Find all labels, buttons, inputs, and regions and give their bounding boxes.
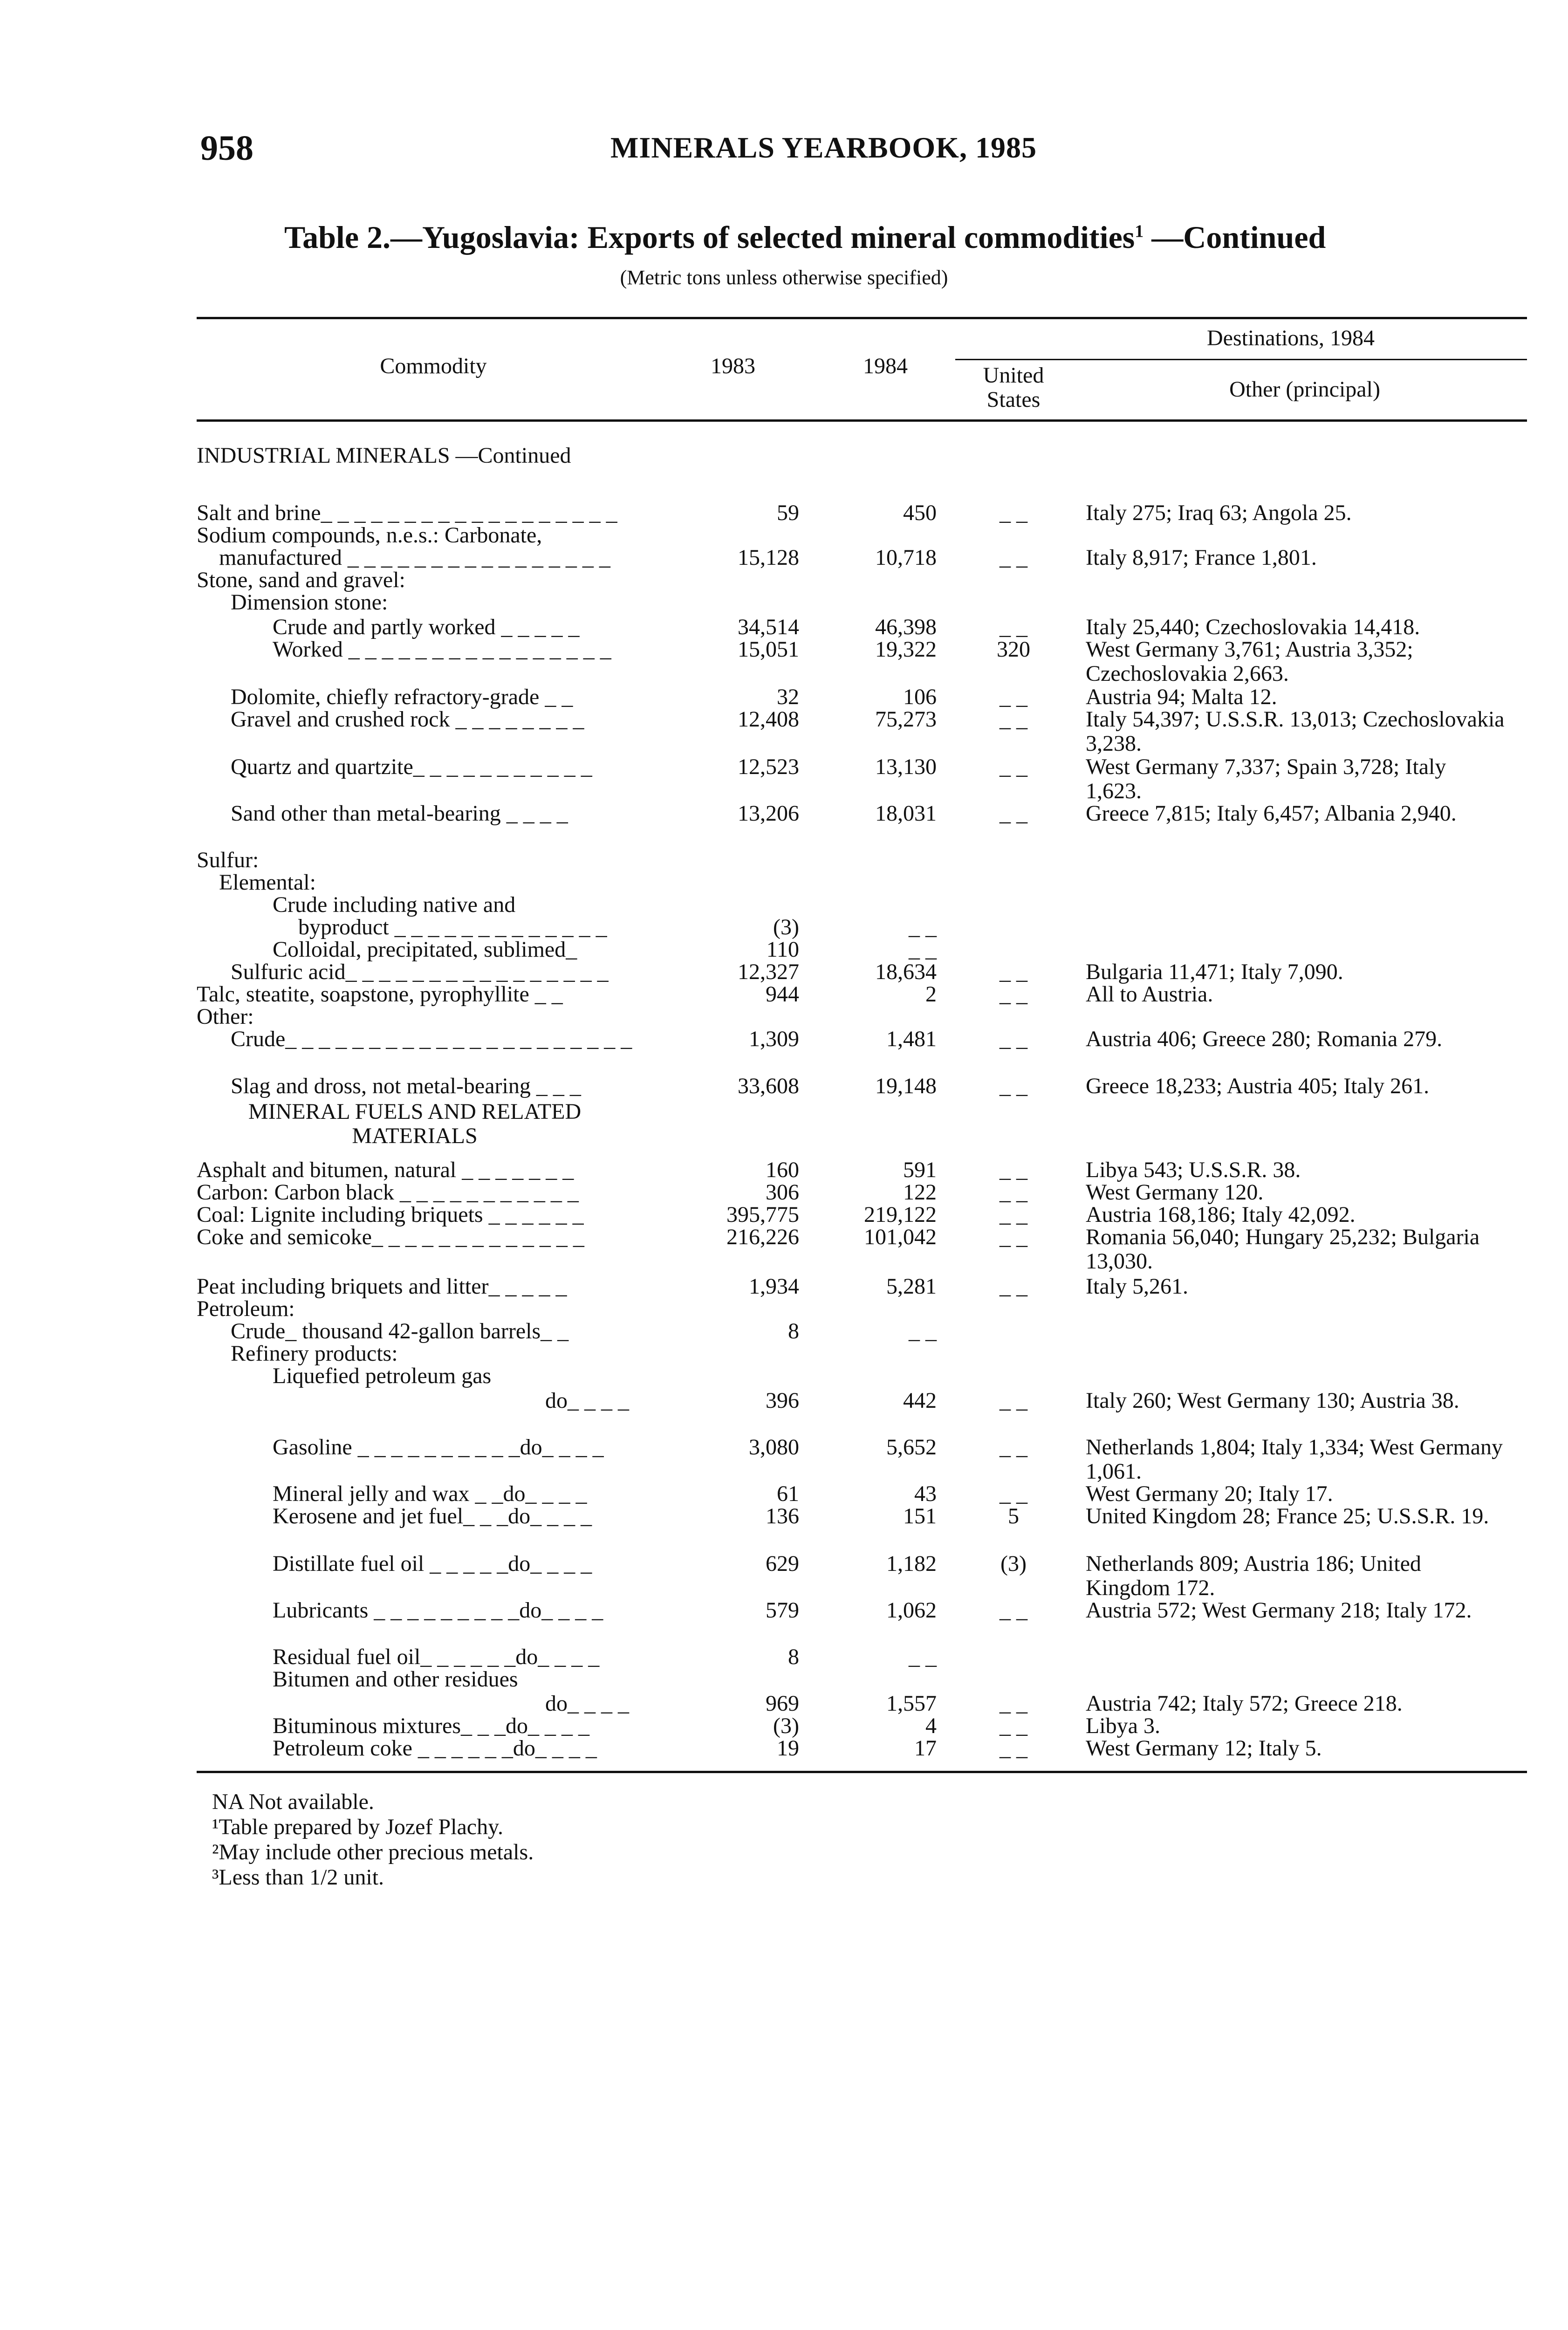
value-1984: _ _ — [909, 1645, 937, 1669]
footnote-1: ¹Table prepared by Jozef Plachy. — [212, 1815, 503, 1839]
value-other: West Germany 12; Italy 5. — [1086, 1736, 1322, 1761]
value-1984: 442 — [903, 1388, 937, 1413]
value-1984: 18,031 — [875, 801, 937, 826]
value-other: Romania 56,040; Hungary 25,232; Bulgaria 13,030. — [1086, 1225, 1480, 1274]
label-salt-and-brine: Salt and brine_ _ _ _ _ _ _ _ _ _ _ _ _ _ _ _ _ _ — [197, 500, 617, 525]
label-sand: Sand other than metal-bearing _ _ _ _ — [231, 801, 568, 826]
table-bottom-rule — [197, 1771, 1527, 1773]
value-other: Libya 543; U.S.S.R. 38. — [1086, 1158, 1301, 1182]
table-row — [0, 707, 1568, 756]
value-other: Austria 742; Italy 572; Greece 218. — [1086, 1691, 1403, 1716]
value-1983: 12,523 — [738, 754, 799, 779]
value-other: West Germany 20; Italy 17. — [1086, 1481, 1333, 1506]
label-refinery-products: Refinery products: — [231, 1341, 398, 1366]
value-1984: 1,481 — [886, 1027, 937, 1051]
header-bottom-rule — [197, 419, 1527, 422]
table-row — [0, 1692, 1568, 1716]
value-1984: 5,652 — [886, 1435, 937, 1460]
footnote-3: ³Less than 1/2 unit. — [212, 1865, 384, 1890]
value-us: _ _ — [1000, 685, 1027, 709]
value-1984: 151 — [903, 1504, 937, 1528]
table-row — [0, 685, 1568, 709]
table-row — [0, 1435, 1568, 1484]
value-other: United Kingdom 28; France 25; U.S.S.R. 19. — [1086, 1504, 1489, 1528]
value-other: Austria 168,186; Italy 42,092. — [1086, 1202, 1356, 1227]
value-1983: 8 — [788, 1645, 799, 1669]
value-1983: 1,934 — [749, 1274, 799, 1299]
value-1984: 106 — [903, 685, 937, 709]
value-1984: 18,634 — [875, 959, 937, 984]
value-1983: 13,206 — [738, 801, 799, 826]
header-other-principal: Other (principal) — [1229, 377, 1380, 402]
value-other: West Germany 3,761; Austria 3,352; Czechoslovakia 2,663. — [1086, 637, 1413, 686]
value-other: Greece 7,815; Italy 6,457; Albania 2,940. — [1086, 801, 1457, 826]
value-1984: _ _ — [909, 1319, 937, 1343]
label-talc: Talc, steatite, soapstone, pyrophyllite _ _ — [197, 982, 563, 1007]
table-row — [0, 1504, 1568, 1528]
label-slag: Slag and dross, not metal-bearing _ _ _ — [231, 1074, 581, 1098]
table-row — [0, 982, 1568, 1007]
value-1983: 136 — [766, 1504, 799, 1528]
value-us: _ _ — [1000, 1598, 1027, 1623]
value-other: Italy 8,917; France 1,801. — [1086, 545, 1317, 570]
table-row — [0, 1598, 1568, 1623]
value-1983: 32 — [777, 685, 799, 709]
value-1983: 12,408 — [738, 707, 799, 732]
footnote-2: ²May include other precious metals. — [212, 1840, 534, 1864]
value-other: Italy 275; Iraq 63; Angola 25. — [1086, 500, 1352, 525]
table-row — [0, 754, 1568, 803]
value-us: _ _ — [1000, 1481, 1027, 1506]
table-row — [0, 1551, 1568, 1600]
table-title-suffix: —Continued — [1143, 219, 1326, 255]
value-1984: 4 — [925, 1713, 937, 1738]
value-1983: 59 — [777, 500, 799, 525]
value-1983: (3) — [773, 915, 799, 939]
table-row — [0, 1714, 1568, 1738]
table-subtitle: (Metric tons unless otherwise specified) — [620, 266, 948, 289]
value-us: _ _ — [1000, 1713, 1027, 1738]
table-row — [0, 1203, 1568, 1227]
label-sulfuric-acid: Sulfuric acid_ _ _ _ _ _ _ _ _ _ _ _ _ _ _ _ — [231, 959, 609, 984]
value-other: Austria 406; Greece 280; Romania 279. — [1086, 1027, 1443, 1051]
label-distillate: Distillate fuel oil _ _ _ _ _do_ _ _ _ — [273, 1551, 592, 1576]
value-1983: 110 — [766, 937, 799, 962]
table-row — [0, 1027, 1568, 1051]
value-1984: 450 — [903, 500, 937, 525]
label-asphalt: Asphalt and bitumen, natural _ _ _ _ _ _ _ — [197, 1158, 574, 1182]
value-other: Greece 18,233; Austria 405; Italy 261. — [1086, 1074, 1430, 1098]
value-us: _ _ — [1000, 801, 1027, 826]
value-us: _ _ — [1000, 1202, 1027, 1227]
value-us: _ _ — [1000, 982, 1027, 1007]
value-other: Italy 25,440; Czechoslovakia 14,418. — [1086, 615, 1420, 639]
value-us: _ _ — [1000, 1388, 1027, 1413]
value-1984: 1,557 — [886, 1691, 937, 1716]
value-other: West Germany 120. — [1086, 1180, 1264, 1205]
value-1983: 629 — [766, 1551, 799, 1576]
value-other: Netherlands 1,804; Italy 1,334; West Germany 1,061. — [1086, 1435, 1503, 1484]
table-row — [0, 546, 1568, 570]
table-row — [0, 1645, 1568, 1669]
label-sulfur: Sulfur: — [197, 848, 259, 872]
value-other: Austria 572; West Germany 218; Italy 172. — [1086, 1598, 1472, 1623]
value-1984: 75,273 — [875, 707, 937, 732]
footnote-na: NA Not available. — [212, 1789, 374, 1814]
label-petroleum-crude: Crude_ thousand 42-gallon barrels_ _ — [231, 1319, 569, 1343]
value-1983: 306 — [766, 1180, 799, 1205]
value-1983: 579 — [766, 1598, 799, 1623]
value-1983: 34,514 — [738, 615, 799, 639]
label-byproduct: byproduct _ _ _ _ _ _ _ _ _ _ _ _ _ — [298, 915, 607, 939]
value-other: Libya 3. — [1086, 1713, 1160, 1738]
value-1983: 33,608 — [738, 1074, 799, 1098]
header-top-rule — [197, 317, 1527, 319]
value-other: Italy 54,397; U.S.S.R. 13,013; Czechoslovakia 3,238. — [1086, 707, 1505, 756]
label-stone-sand-gravel: Stone, sand and gravel: — [197, 568, 405, 592]
table-row — [0, 1225, 1568, 1274]
label-lpg: Liquefied petroleum gas — [273, 1364, 492, 1388]
label-other: Other: — [197, 1004, 254, 1029]
value-1983: 396 — [766, 1388, 799, 1413]
value-other: All to Austria. — [1086, 982, 1213, 1007]
label-gasoline: Gasoline _ _ _ _ _ _ _ _ _ _do_ _ _ _ — [273, 1435, 604, 1460]
value-us: _ _ — [1000, 959, 1027, 984]
value-1984: 101,042 — [864, 1225, 937, 1249]
table-row — [0, 1275, 1568, 1299]
label-quartz: Quartz and quartzite_ _ _ _ _ _ _ _ _ _ _ — [231, 754, 592, 779]
table-row — [0, 915, 1568, 939]
table-row — [0, 802, 1568, 826]
value-us: _ _ — [1000, 1027, 1027, 1051]
value-us: _ _ — [1000, 1435, 1027, 1460]
label-dimension-stone: Dimension stone: — [231, 590, 388, 615]
destinations-rule — [955, 359, 1527, 360]
value-other: Italy 260; West Germany 130; Austria 38. — [1086, 1388, 1459, 1413]
value-1983: 969 — [766, 1691, 799, 1716]
value-us: _ _ — [1000, 545, 1027, 570]
table-row — [0, 1319, 1568, 1343]
value-1984: 17 — [914, 1736, 937, 1761]
table-row — [0, 960, 1568, 984]
label-other-crude: Crude_ _ _ _ _ _ _ _ _ _ _ _ _ _ _ _ _ _ _ _ _ — [231, 1027, 632, 1051]
label-bituminous-mixtures: Bituminous mixtures_ _ _do_ _ _ _ — [273, 1713, 590, 1738]
section-industrial-minerals: INDUSTRIAL MINERALS —Continued — [197, 443, 571, 468]
value-1983: 3,080 — [749, 1435, 799, 1460]
value-1984: _ _ — [909, 915, 937, 939]
value-us: _ _ — [1000, 707, 1027, 732]
value-us: _ _ — [1000, 500, 1027, 525]
value-1984: 43 — [914, 1481, 937, 1506]
value-1983: 12,327 — [738, 959, 799, 984]
header-commodity: Commodity — [380, 354, 487, 378]
value-1983: 944 — [766, 982, 799, 1007]
table-title-text: Table 2.—Yugoslavia: Exports of selected mineral commodities — [284, 219, 1135, 255]
value-1983: (3) — [773, 1713, 799, 1738]
value-us: _ _ — [1000, 1736, 1027, 1761]
value-1984: 1,062 — [886, 1598, 937, 1623]
running-head: MINERALS YEARBOOK, 1985 — [610, 131, 1037, 164]
section-mineral-fuels: MINERAL FUELS AND RELATED MATERIALS — [248, 1099, 582, 1148]
label-mineral-jelly: Mineral jelly and wax _ _do_ _ _ _ — [273, 1481, 587, 1506]
value-us: _ _ — [1000, 1691, 1027, 1716]
table-row — [0, 615, 1568, 639]
label-gravel-crushed-rock: Gravel and crushed rock _ _ _ _ _ _ _ _ — [231, 707, 584, 732]
value-1983: 19 — [777, 1736, 799, 1761]
label-worked: Worked _ _ _ _ _ _ _ _ _ _ _ _ _ _ _ _ — [273, 637, 611, 662]
value-us: _ _ — [1000, 1180, 1027, 1205]
label-residual: Residual fuel oil_ _ _ _ _ _do_ _ _ _ — [273, 1645, 600, 1669]
value-1984: 219,122 — [864, 1202, 937, 1227]
value-1983: 395,775 — [726, 1202, 799, 1227]
value-1983: 1,309 — [749, 1027, 799, 1051]
table-row — [0, 501, 1568, 525]
value-us: _ _ — [1000, 615, 1027, 639]
label-petroleum-coke: Petroleum coke _ _ _ _ _ _do_ _ _ _ — [273, 1736, 597, 1761]
value-1984: 46,398 — [875, 615, 937, 639]
label-lubricants: Lubricants _ _ _ _ _ _ _ _ _do_ _ _ _ — [273, 1598, 603, 1623]
table-title — [284, 219, 1326, 256]
value-1983: 8 — [788, 1319, 799, 1343]
value-us: _ _ — [1000, 1225, 1027, 1249]
label-colloidal: Colloidal, precipitated, sublimed_ — [273, 937, 577, 962]
table-row — [0, 1158, 1568, 1182]
value-1984: 13,130 — [875, 754, 937, 779]
value-us: 320 — [997, 637, 1030, 662]
header-united-states: United States — [983, 363, 1044, 412]
value-1984: 591 — [903, 1158, 937, 1182]
value-1983: 61 — [777, 1481, 799, 1506]
value-1984: 19,148 — [875, 1074, 937, 1098]
value-1983: 15,128 — [738, 545, 799, 570]
table-row — [0, 637, 1568, 686]
label-dolomite: Dolomite, chiefly refractory-grade _ _ — [231, 685, 573, 709]
value-other: Austria 94; Malta 12. — [1086, 685, 1277, 709]
label-petroleum: Petroleum: — [197, 1296, 295, 1321]
label-lignite: Coal: Lignite including briquets _ _ _ _ _ _ — [197, 1202, 584, 1227]
label-sodium-compounds: Sodium compounds, n.e.s.: Carbonate, — [197, 523, 542, 548]
label-lpg-do: do_ _ _ _ — [545, 1388, 629, 1413]
label-crude-partly-worked: Crude and partly worked _ _ _ _ _ — [273, 615, 580, 639]
value-1984: 1,182 — [886, 1551, 937, 1576]
page-number: 958 — [200, 129, 253, 168]
table-row — [0, 1389, 1568, 1413]
table-row — [0, 938, 1568, 962]
table-row — [0, 1482, 1568, 1506]
label-carbon-black: Carbon: Carbon black _ _ _ _ _ _ _ _ _ _ _ — [197, 1180, 579, 1205]
value-1983: 15,051 — [738, 637, 799, 662]
value-1984: 19,322 — [875, 637, 937, 662]
label-bitumen-residues: Bitumen and other residues — [273, 1667, 518, 1692]
label-bitumen-do: do_ _ _ _ — [545, 1691, 629, 1716]
value-other: Bulgaria 11,471; Italy 7,090. — [1086, 959, 1343, 984]
value-us: 5 — [1008, 1504, 1019, 1528]
value-1984: _ _ — [909, 937, 937, 962]
value-us: _ _ — [1000, 1274, 1027, 1299]
value-us: _ _ — [1000, 1158, 1027, 1182]
value-other: Italy 5,261. — [1086, 1274, 1188, 1299]
value-us: _ _ — [1000, 1074, 1027, 1098]
header-1984: 1984 — [863, 354, 908, 378]
table-row — [0, 1180, 1568, 1205]
value-other: West Germany 7,337; Spain 3,728; Italy 1,623. — [1086, 754, 1446, 803]
label-kerosene: Kerosene and jet fuel_ _ _do_ _ _ _ — [273, 1504, 592, 1528]
label-manufactured: manufactured _ _ _ _ _ _ _ _ _ _ _ _ _ _ _ _ — [219, 545, 610, 570]
value-1984: 5,281 — [886, 1274, 937, 1299]
header-destinations: Destinations, 1984 — [1207, 326, 1375, 350]
label-coke: Coke and semicoke_ _ _ _ _ _ _ _ _ _ _ _ _ — [197, 1225, 584, 1249]
value-1983: 216,226 — [726, 1225, 799, 1249]
value-1984: 122 — [903, 1180, 937, 1205]
value-us: (3) — [1000, 1551, 1027, 1576]
label-peat: Peat including briquets and litter_ _ _ _ _ — [197, 1274, 567, 1299]
value-1984: 10,718 — [875, 545, 937, 570]
label-crude-native: Crude including native and — [273, 892, 516, 917]
table-title-footnote-mark: 1 — [1135, 221, 1144, 241]
value-us: _ _ — [1000, 754, 1027, 779]
table-row — [0, 1074, 1568, 1098]
value-1983: 160 — [766, 1158, 799, 1182]
label-elemental: Elemental: — [219, 870, 316, 895]
value-1984: 2 — [925, 982, 937, 1007]
header-1983: 1983 — [711, 354, 755, 378]
value-other: Netherlands 809; Austria 186; United Kingdom 172. — [1086, 1551, 1421, 1600]
table-row — [0, 1736, 1568, 1761]
